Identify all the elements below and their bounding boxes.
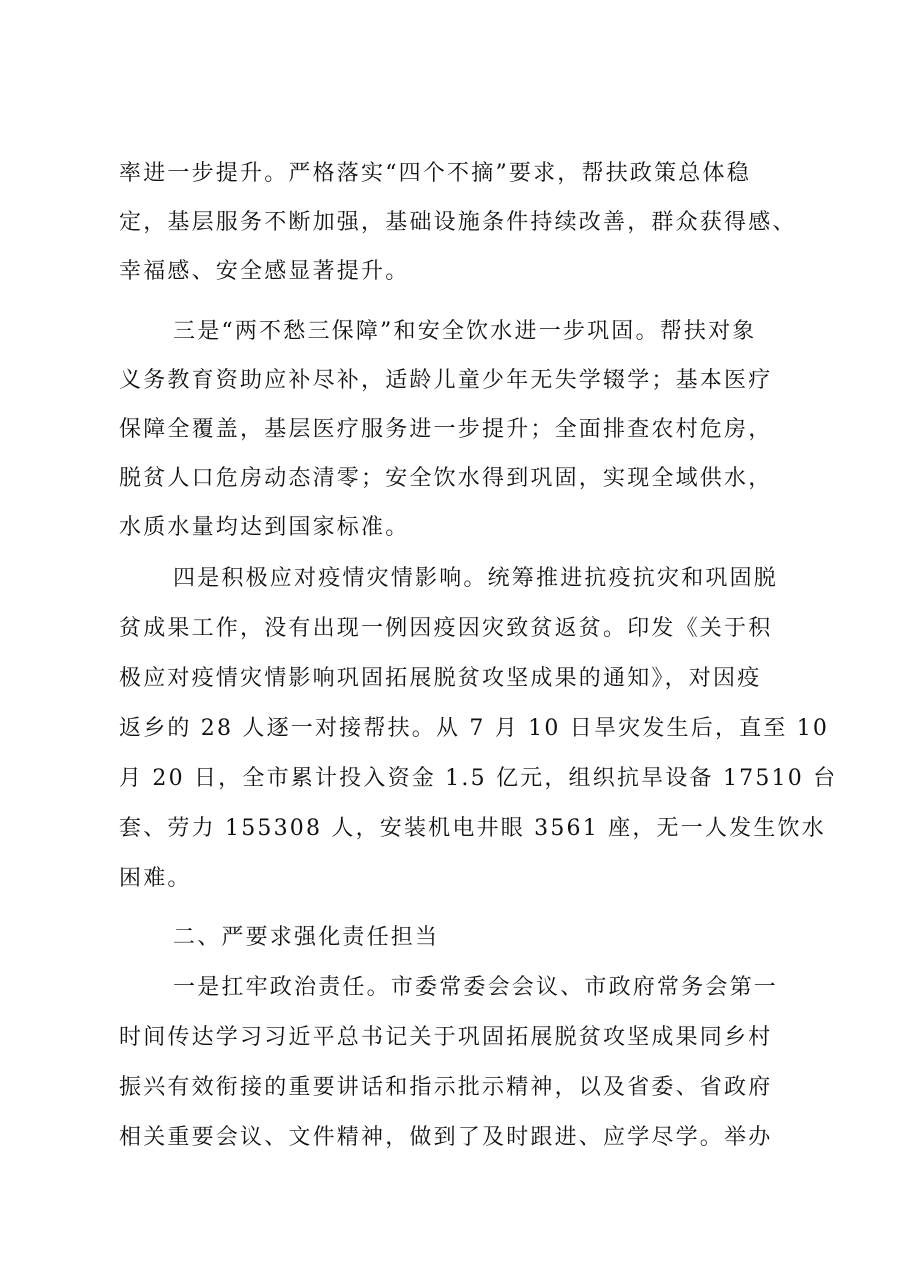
text-line: 极应对疫情灾情影响巩固拓展脱贫攻坚成果的通知》，对因疫 — [119, 666, 762, 691]
text-line: 时间传达学习习近平总书记关于巩固拓展脱贫攻坚成果同乡村 — [119, 1025, 773, 1050]
text-line: 定，基层服务不断加强，基础设施条件持续改善，群众获得感、 — [119, 210, 797, 235]
paragraph-first-line: 三是“两不愁三保障”和安全饮水进一步巩固。帮扶对象 — [173, 319, 757, 344]
text-line: 月 20 日，全市累计投入资金 1.5 亿元，组织抗旱设备 17510 台 — [119, 766, 838, 791]
text-line: 相关重要会议、文件精神，做到了及时跟进、应学尽学。举办 — [119, 1125, 773, 1150]
text-line: 幸福感、安全感显著提升。 — [119, 259, 410, 284]
text-line: 套、劳力 155308 人，安装机电井眼 3561 座，无一人发生饮水 — [119, 816, 826, 841]
text-line: 义务教育资助应补尽补，适龄儿童少年无失学辍学；基本医疗 — [119, 368, 773, 393]
text-line: 水质水量均达到国家标准。 — [119, 515, 410, 540]
paragraph-first-line: 四是积极应对疫情灾情影响。统筹推进抗疫抗灾和巩固脱 — [173, 566, 779, 591]
text-line: 振兴有效衔接的重要讲话和指示批示精神，以及省委、省政府 — [119, 1075, 773, 1100]
text-line: 保障全覆盖，基层医疗服务进一步提升；全面排查农村危房， — [119, 417, 773, 442]
text-line: 贫成果工作，没有出现一例因疫因灾致贫返贫。印发《关于积 — [119, 616, 773, 641]
text-line: 困难。 — [119, 866, 192, 891]
text-line: 返乡的 28 人逐一对接帮扶。从 7 月 10 日旱灾发生后，直至 10 — [119, 716, 830, 741]
section-heading: 二、严要求强化责任担当 — [173, 925, 440, 950]
paragraph-first-line: 一是扛牢政治责任。市委常委会会议、市政府常务会第一 — [173, 975, 779, 1000]
text-line: 脱贫人口危房动态清零；安全饮水得到巩固，实现全域供水， — [119, 466, 773, 491]
text-line: 率进一步提升。严格落实“四个不摘”要求，帮扶政策总体稳 — [119, 161, 751, 186]
